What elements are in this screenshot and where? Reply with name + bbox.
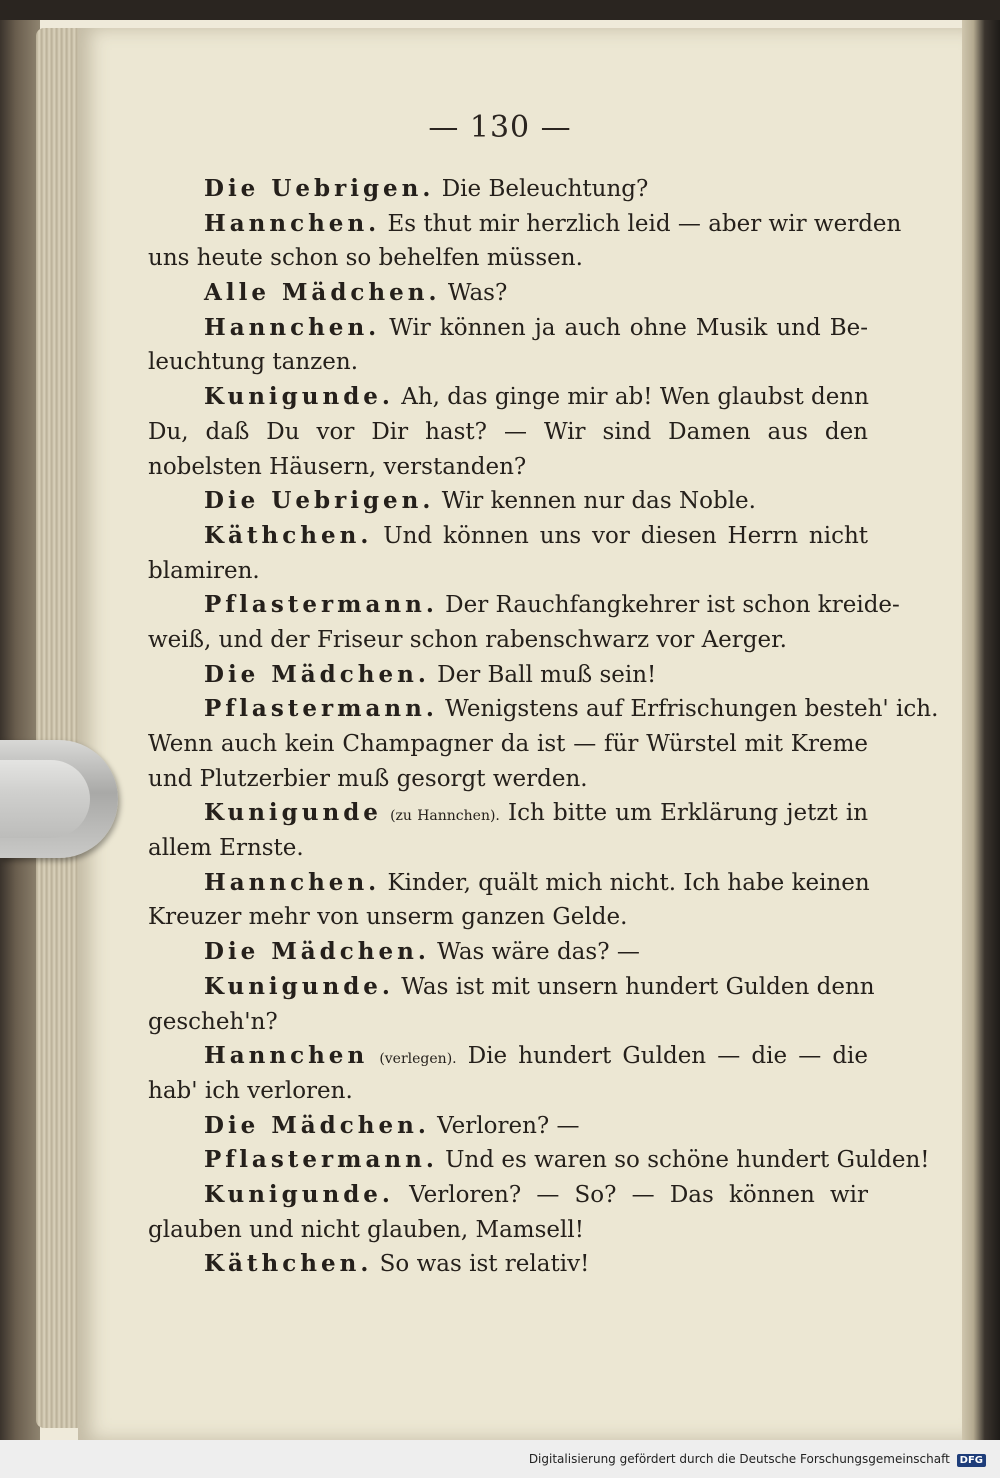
stage-direction: (verlegen).: [379, 1051, 457, 1068]
line-text: Was wäre das? —: [437, 939, 640, 966]
book-spine-left: [0, 20, 40, 1440]
speaker-name: Käthchen.: [204, 521, 373, 549]
line-text: glauben und nicht glauben, Mamsell!: [148, 1216, 584, 1243]
digitization-credit: [529, 1452, 986, 1467]
speaker-name: Pflastermann.: [204, 1146, 438, 1174]
line-text: Was ist mit unsern hundert Gulden denn: [401, 973, 875, 1000]
text-line: [148, 866, 868, 901]
line-text: und Plutzerbier muß gesorgt werden.: [148, 765, 588, 792]
line-text: Kinder, quält mich nicht. Ich habe keinen: [387, 869, 870, 896]
line-text: weiß, und der Friseur schon rabenschwarz vor Aerger.: [148, 626, 787, 653]
page-clip-highlight: [0, 760, 90, 838]
line-text: Du, daß Du vor Dir hast? — Wir sind Damen aus den: [148, 418, 868, 445]
line-text: Wir kennen nur das Noble.: [441, 488, 756, 515]
text-line: [148, 1143, 930, 1178]
line-text: Der Ball muß sein!: [437, 661, 657, 688]
text-line: [148, 1039, 868, 1074]
text-line: [148, 692, 939, 727]
text-line: [148, 588, 900, 623]
speaker-name: Kunigunde.: [204, 383, 394, 411]
text-line: [148, 1247, 868, 1282]
text-line: [148, 519, 868, 554]
line-text: Ich bitte um Erklärung jetzt in: [508, 800, 869, 827]
line-text: Kreuzer mehr von unserm ganzen Gelde.: [148, 904, 628, 931]
speaker-name: Kunigunde.: [204, 1180, 394, 1208]
text-line: [148, 900, 868, 935]
text-line: [148, 1213, 868, 1248]
line-text: leuchtung tanzen.: [148, 349, 358, 376]
dfg-logo: DFG: [957, 1454, 986, 1467]
text-line: [148, 796, 868, 831]
speaker-name: Die Uebrigen.: [204, 487, 435, 515]
line-text: Ah, das ginge mir ab! Wen glaubst denn: [401, 384, 869, 411]
text-line: [148, 623, 868, 658]
text-line: [148, 1178, 868, 1213]
text-line: [148, 970, 875, 1005]
speaker-name: Die Uebrigen.: [204, 175, 435, 202]
line-text: Die Beleuchtung?: [441, 176, 649, 202]
text-line: [148, 484, 868, 519]
line-text: Der Rauchfangkehrer ist schon kreide-: [445, 592, 900, 619]
speaker-name: Alle Mädchen.: [204, 279, 441, 307]
line-text: blamiren.: [148, 557, 260, 584]
credit-text: Digitalisierung gefördert durch die Deutsche Forschungsgemeinschaft: [528, 1452, 950, 1466]
scan-background-top: [0, 0, 1000, 20]
text-line: [148, 727, 868, 762]
line-text: So was ist relativ!: [379, 1251, 590, 1278]
line-text: Wir können ja auch ohne Musik und Be-: [389, 314, 869, 341]
speaker-name: Pflastermann.: [204, 591, 438, 619]
speaker-name: Die Mädchen.: [204, 1111, 430, 1139]
text-line: [148, 311, 868, 346]
text-line: [148, 1074, 868, 1109]
line-text: nobelsten Häusern, verstanden?: [148, 453, 527, 480]
line-text: allem Ernste.: [148, 835, 304, 862]
line-text: Wenn auch kein Champagner da ist — für Würstel mit Kreme: [148, 731, 868, 757]
line-text: Verloren? —: [437, 1112, 580, 1139]
text-line: [148, 380, 868, 415]
speaker-name: Pflastermann.: [204, 695, 438, 723]
text-line: [148, 658, 868, 693]
speaker-name: Kunigunde.: [204, 972, 394, 1000]
speaker-name: Hannchen.: [204, 868, 381, 896]
line-text: hab' ich verloren.: [148, 1077, 353, 1104]
speaker-name: Die Mädchen.: [204, 660, 430, 688]
text-line: [148, 450, 868, 485]
line-text: Und können uns vor diesen Herrn nicht: [383, 522, 869, 549]
text-line: [148, 415, 868, 450]
line-text: Und es waren so schöne hundert Gulden!: [445, 1147, 930, 1174]
speaker-name: Hannchen: [204, 1042, 369, 1070]
text-line: [148, 935, 868, 970]
text-line: [148, 345, 868, 380]
page-text-body: [148, 172, 939, 1282]
text-line: [148, 241, 868, 276]
text-line: [148, 1005, 868, 1040]
text-line: [148, 762, 868, 797]
line-text: uns heute schon so behelfen müssen.: [148, 245, 583, 272]
line-text: Die hundert Gulden — die — die: [467, 1043, 869, 1070]
line-text: Verloren? — So? — Das können wir: [409, 1181, 869, 1208]
line-text: gescheh'n?: [148, 1008, 278, 1035]
text-line: [148, 1109, 868, 1144]
book-edge-right: [962, 20, 1000, 1440]
page-number: — 130 —: [428, 110, 572, 145]
speaker-name: Käthchen.: [204, 1250, 373, 1278]
speaker-name: Die Mädchen.: [204, 938, 430, 966]
speaker-name: Kunigunde: [204, 799, 382, 827]
speaker-name: Hannchen.: [204, 209, 381, 237]
text-line: [148, 276, 868, 311]
line-text: Was?: [447, 280, 508, 307]
stage-direction: (zu Hannchen).: [390, 808, 500, 825]
line-text: Es thut mir herzlich leid — aber wir werden: [387, 210, 902, 237]
text-line: [148, 831, 868, 866]
text-line: [148, 554, 868, 589]
line-text: Wenigstens auf Erfrischungen besteh' ich.: [445, 696, 939, 723]
speaker-name: Hannchen.: [204, 313, 381, 341]
text-line: [148, 207, 902, 242]
text-line: [148, 172, 868, 207]
